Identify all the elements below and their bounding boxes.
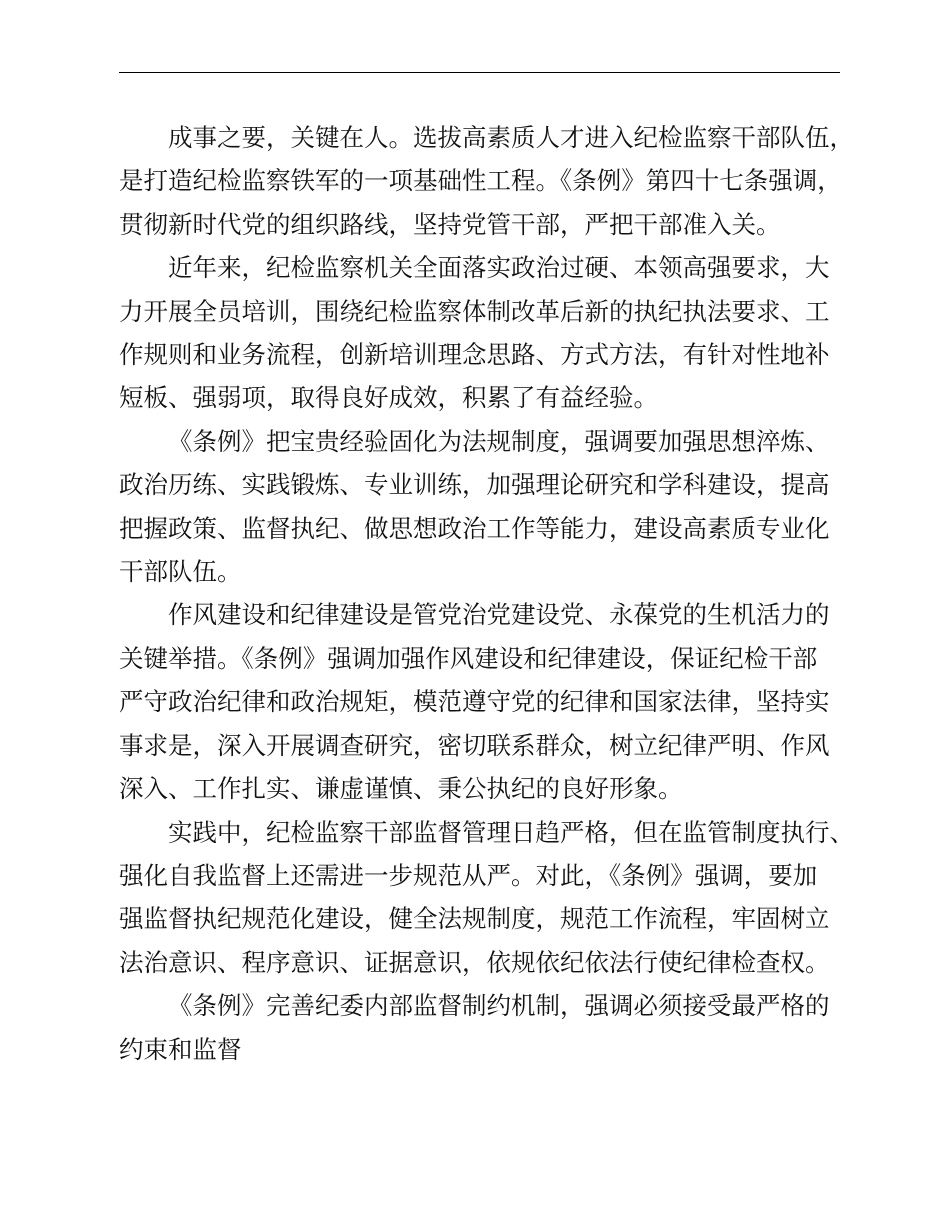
text-line: 贯彻新时代党的组织路线，坚持党管干部，严把干部准入关。 [119,209,781,239]
text-line: 《条例》把宝贵经验固化为法规制度，强调要加强思想淬炼、 [168,426,830,456]
text-line: 干部队伍。 [119,557,242,587]
paragraph-2 [119,246,849,420]
paragraph-3 [119,420,849,594]
paragraph-4 [119,593,849,810]
text-line: 力开展全员培训，围绕纪检监察体制改革后新的执纪执法要求、工 [119,296,830,326]
text-line: 约束和监督 [119,1034,242,1064]
text-line: 实践中，纪检监察干部监督管理日趋严格，但在监管制度执行、 [168,817,854,847]
paragraph-1 [119,116,854,246]
text-line: 是打造纪检监察铁军的一项基础性工程。《条例》第四十七条强调， [119,166,842,196]
paragraph-6 [119,984,849,1071]
text-line: 近年来，纪检监察机关全面落实政治过硬、本领高强要求，大 [168,253,830,283]
text-line: 《条例》完善纪委内部监督制约机制，强调必须接受最严格的 [168,991,830,1021]
text-line: 法治意识、程序意识、证据意识，依规依纪依法行使纪律检查权。 [119,947,830,977]
text-line: 强监督执纪规范化建设，健全法规制度，规范工作流程，牢固树立 [119,904,830,934]
text-line: 关键举措。《条例》强调加强作风建设和纪律建设，保证纪检干部 [119,643,818,673]
text-line: 政治历练、实践锻炼、专业训练，加强理论研究和学科建设，提高 [119,470,830,500]
text-line: 作规则和业务流程，创新培训理念思路、方式方法，有针对性地补 [119,340,830,370]
paragraph-5 [119,811,854,985]
text-line: 短板、强弱项，取得良好成效，积累了有益经验。 [119,383,658,413]
text-line: 把握政策、监督执纪、做思想政治工作等能力，建设高素质专业化 [119,513,830,543]
text-line: 严守政治纪律和政治规矩，模范遵守党的纪律和国家法律，坚持实 [119,687,830,717]
text-line: 深入、工作扎实、谦虚谨慎、秉公执纪的良好形象。 [119,774,683,804]
text-line: 事求是，深入开展调查研究，密切联系群众，树立纪律严明、作风 [119,730,830,760]
text-line: 成事之要，关键在人。选拔高素质人才进入纪检监察干部队伍， [168,123,854,152]
text-line: 强化自我监督上还需进一步规范从严。对此，《条例》强调，要加 [119,860,818,890]
header-rule [119,72,840,73]
text-line: 作风建设和纪律建设是管党治党建设党、永葆党的生机活力的 [168,600,830,630]
document-body [119,116,854,1071]
